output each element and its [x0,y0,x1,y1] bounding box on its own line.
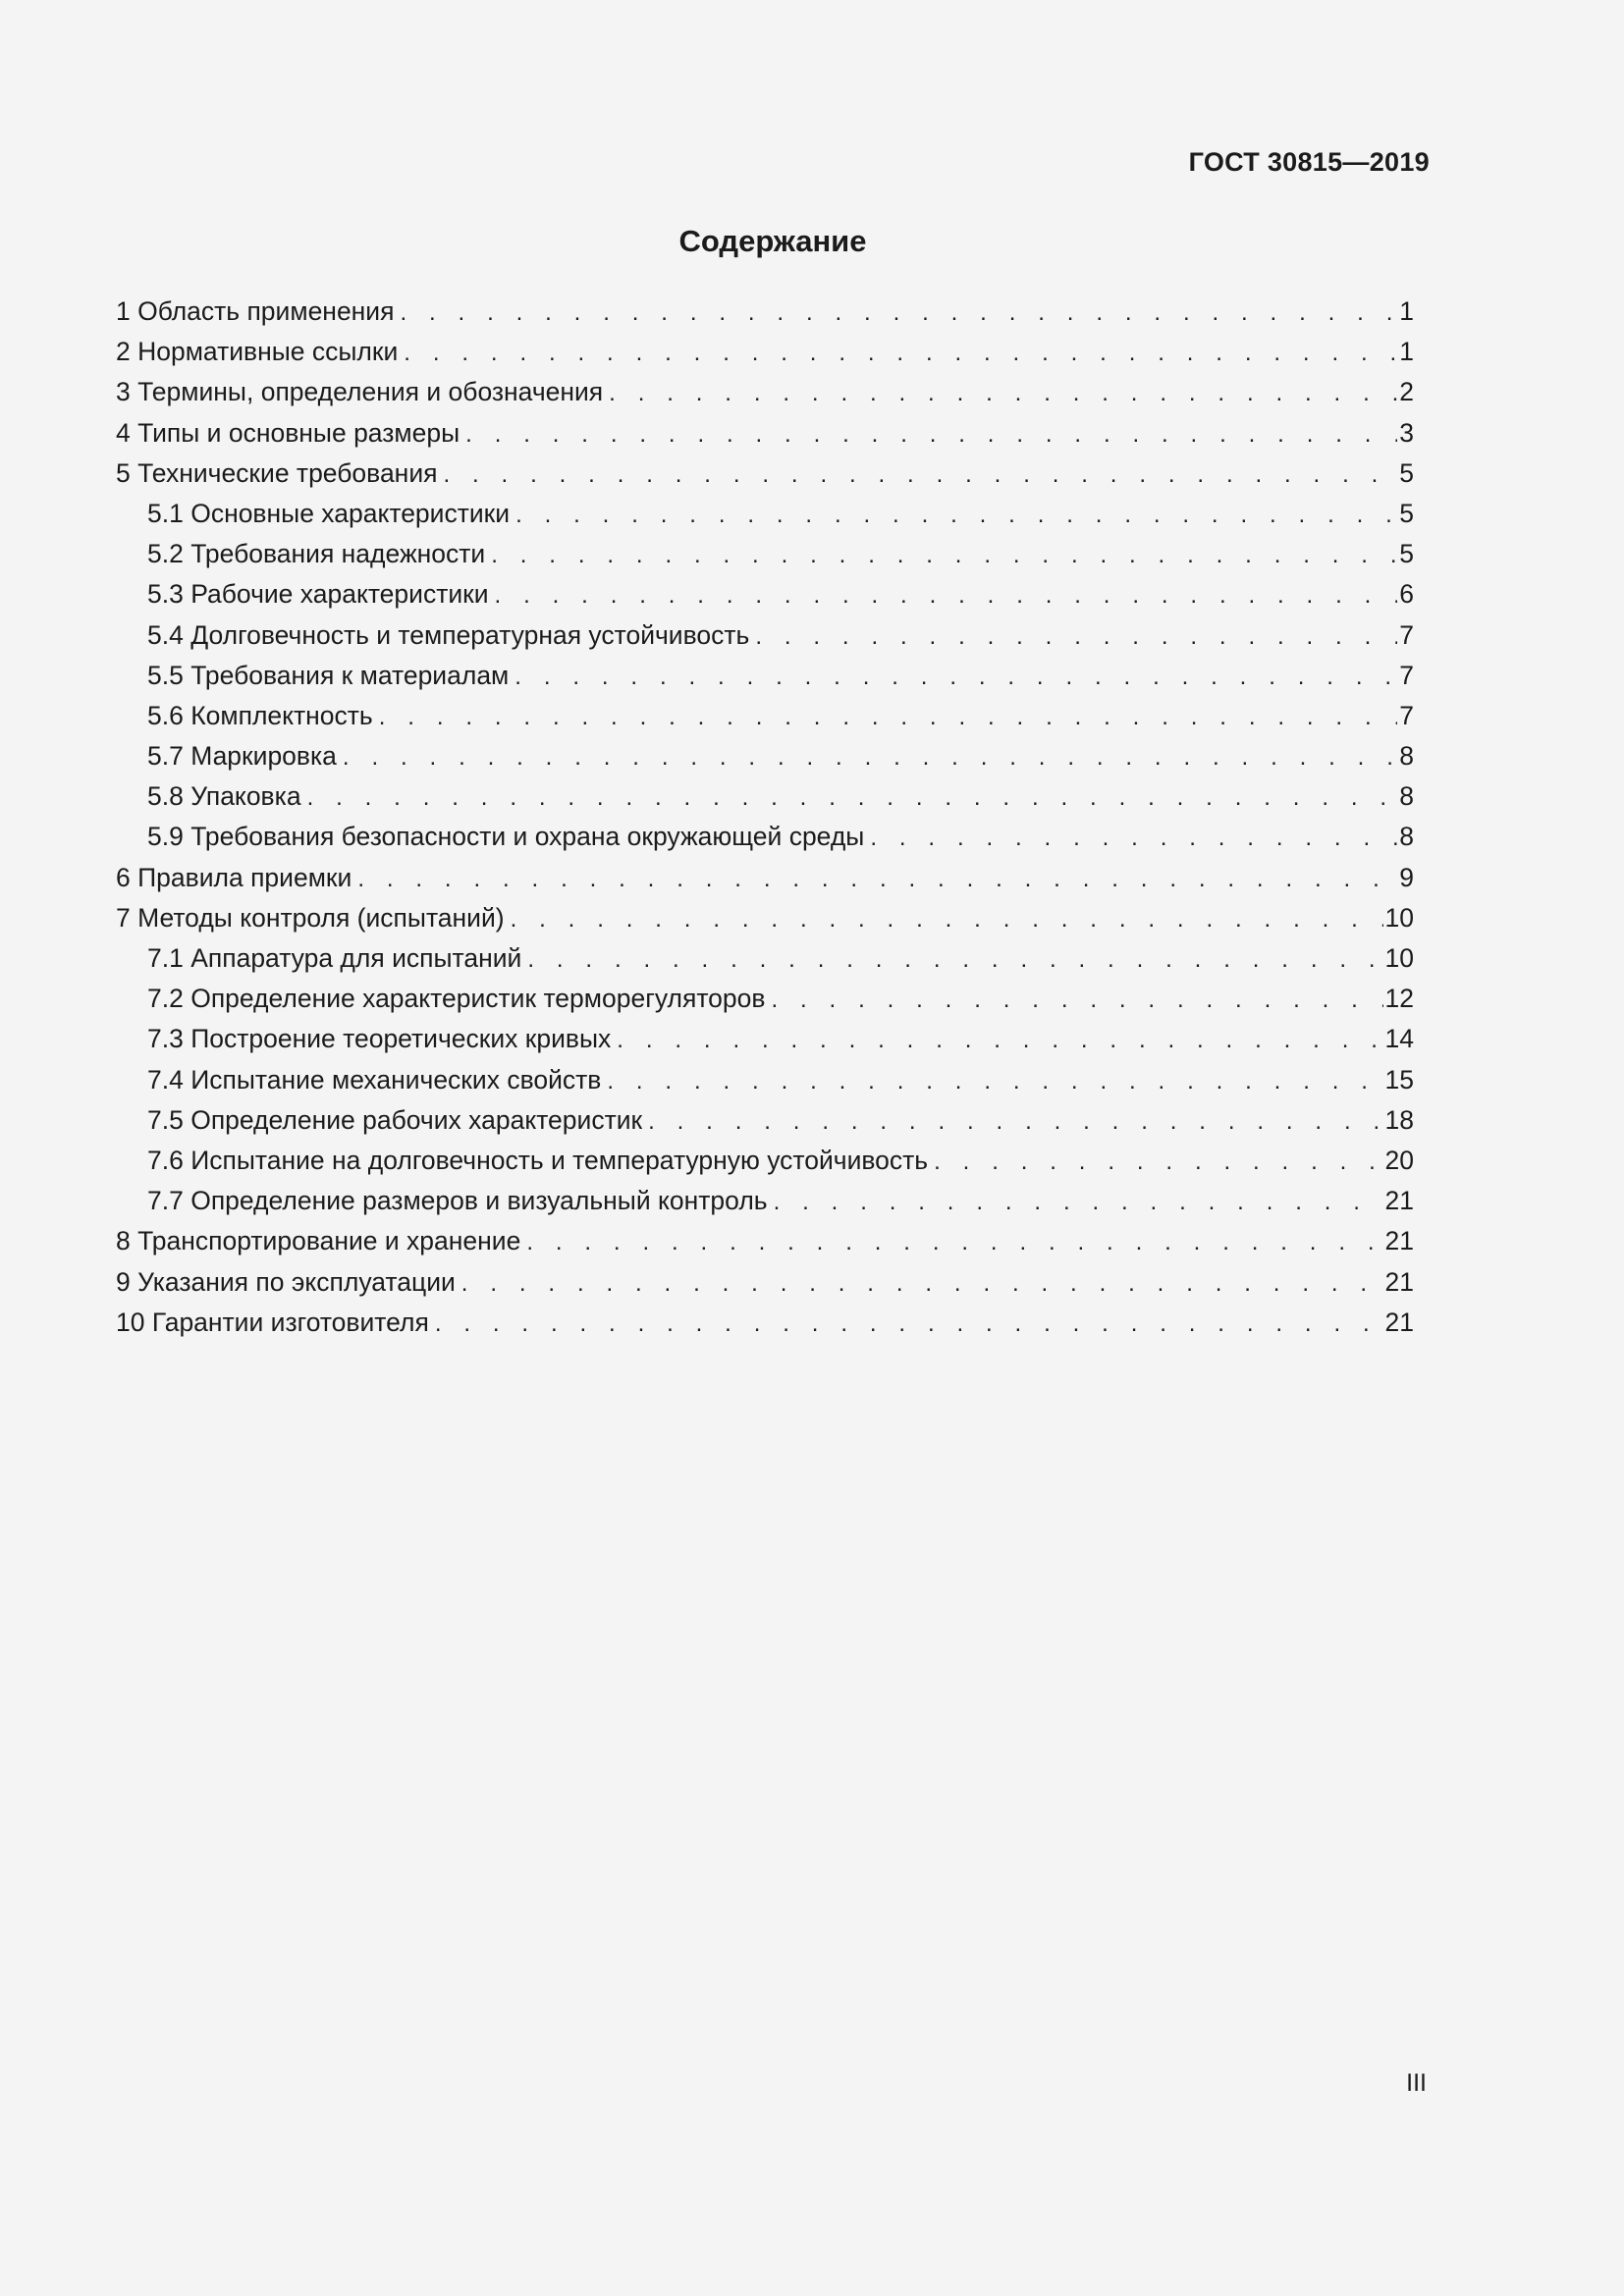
dot-leader [443,454,1397,494]
dot-leader [755,616,1397,656]
document-code: ГОСТ 30815—2019 [1188,147,1430,177]
toc-entry-title: 3 Термины, определения и обозначения [116,377,604,407]
toc-entry[interactable] [116,413,1414,454]
toc-entry-page: 1 [1399,296,1414,326]
dot-leader [934,1142,1382,1181]
toc-entry-page: 8 [1399,781,1414,812]
toc-entry[interactable] [116,1100,1414,1141]
toc-entry-title: 7.7 Определение размеров и визуальный контроль [147,1186,768,1216]
toc-entry-page: 3 [1399,417,1414,448]
toc-entry[interactable] [116,615,1414,656]
dot-leader [609,373,1397,412]
toc-entry-title: 5.5 Требования к материалам [147,660,510,690]
dot-leader [379,697,1398,736]
toc-entry-page: 7 [1399,700,1414,730]
table-of-contents [116,292,1414,1343]
page-number: III [1406,2069,1427,2097]
toc-entry-page: 8 [1399,822,1414,852]
toc-entry[interactable] [116,1303,1414,1343]
toc-entry-title: 6 Правила приемки [116,862,352,892]
toc-entry[interactable] [116,858,1414,898]
toc-entry[interactable] [116,736,1414,776]
toc-entry[interactable] [116,574,1414,614]
toc-entry-title: 8 Транспортирование и хранение [116,1226,521,1256]
toc-entry[interactable] [116,1141,1414,1181]
toc-entry-title: 7.4 Испытание механических свойств [147,1064,602,1095]
toc-entry[interactable] [116,454,1414,494]
toc-entry[interactable] [116,1262,1414,1303]
toc-entry-page: 8 [1399,741,1414,772]
toc-entry-page: 6 [1399,579,1414,610]
dot-leader [527,939,1382,979]
toc-entry-title: 5.7 Маркировка [147,741,337,772]
toc-entry-title: 7.6 Испытание на долговечность и температурную устойчивость [147,1145,929,1175]
toc-title: Содержание [678,224,867,258]
toc-entry[interactable] [116,1221,1414,1261]
toc-entry-title: 7 Методы контроля (испытаний) [116,902,505,933]
toc-entry[interactable] [116,817,1414,857]
dot-leader [400,293,1397,332]
toc-entry-title: 5.4 Долговечность и температурная устойчивость [147,619,750,650]
toc-entry[interactable] [116,534,1414,574]
toc-entry[interactable] [116,1019,1414,1059]
dot-leader [461,1263,1383,1303]
dot-leader [465,414,1397,454]
dot-leader [607,1061,1382,1100]
toc-entry-title: 10 Гарантии изготовителя [116,1307,429,1337]
toc-entry[interactable] [116,1060,1414,1100]
dot-leader [495,575,1398,614]
toc-entry-title: 5.1 Основные характеристики [147,498,511,528]
dot-leader [515,495,1397,534]
toc-entry-title: 7.2 Определение характеристик терморегуляторов [147,984,766,1014]
dot-leader [511,899,1383,938]
toc-entry-page: 7 [1399,619,1414,650]
toc-entry-title: 5.2 Требования надежности [147,539,486,569]
toc-entry-title: 5.6 Комплектность [147,700,373,730]
toc-entry[interactable] [116,696,1414,736]
toc-entry-title: 7.5 Определение рабочих характеристик [147,1104,643,1135]
dot-leader [617,1020,1382,1059]
dot-leader [343,737,1397,776]
toc-entry-title: 7.3 Построение теоретических кривых [147,1024,612,1054]
dot-leader [648,1101,1382,1141]
toc-entry-title: 5.3 Рабочие характеристики [147,579,489,610]
dot-leader [357,859,1397,898]
dot-leader [307,777,1398,817]
toc-entry-page: 2 [1399,377,1414,407]
toc-entry[interactable] [116,656,1414,696]
dot-leader [404,333,1397,372]
toc-entry-title: 5 Технические требования [116,457,438,488]
toc-entry-page: 5 [1399,539,1414,569]
toc-entry[interactable] [116,332,1414,372]
dot-leader [514,657,1397,696]
toc-entry-page: 18 [1384,1104,1414,1135]
toc-entry[interactable] [116,898,1414,938]
dot-leader [771,980,1382,1019]
dot-leader [491,535,1397,574]
toc-entry-page: 10 [1384,902,1414,933]
dot-leader [774,1182,1383,1221]
toc-entry-page: 5 [1399,457,1414,488]
dot-leader [870,818,1397,857]
toc-entry-page: 21 [1384,1226,1414,1256]
toc-entry-page: 21 [1384,1266,1414,1297]
dot-leader [526,1222,1382,1261]
toc-entry-title: 9 Указания по эксплуатации [116,1266,456,1297]
toc-entry[interactable] [116,292,1414,332]
toc-entry[interactable] [116,938,1414,979]
toc-entry-title: 7.1 Аппаратура для испытаний [147,943,522,973]
toc-entry[interactable] [116,1181,1414,1221]
dot-leader [435,1304,1383,1343]
toc-entry-title: 1 Область применения [116,296,395,326]
toc-entry-page: 14 [1384,1024,1414,1054]
toc-entry-page: 1 [1399,337,1414,367]
toc-entry-page: 15 [1384,1064,1414,1095]
toc-entry-page: 12 [1384,984,1414,1014]
toc-entry[interactable] [116,372,1414,412]
toc-entry-title: 5.8 Упаковка [147,781,301,812]
toc-entry-page: 10 [1384,943,1414,973]
toc-entry-page: 5 [1399,498,1414,528]
toc-entry-page: 7 [1399,660,1414,690]
toc-entry-page: 9 [1399,862,1414,892]
toc-entry-page: 21 [1384,1307,1414,1337]
toc-entry-title: 2 Нормативные ссылки [116,337,399,367]
toc-entry-title: 4 Типы и основные размеры [116,417,460,448]
toc-entry[interactable] [116,494,1414,534]
toc-entry-page: 20 [1384,1145,1414,1175]
toc-entry-title: 5.9 Требования безопасности и охрана окружающей среды [147,822,865,852]
toc-entry-page: 21 [1384,1186,1414,1216]
toc-entry[interactable] [116,776,1414,817]
toc-entry[interactable] [116,979,1414,1019]
